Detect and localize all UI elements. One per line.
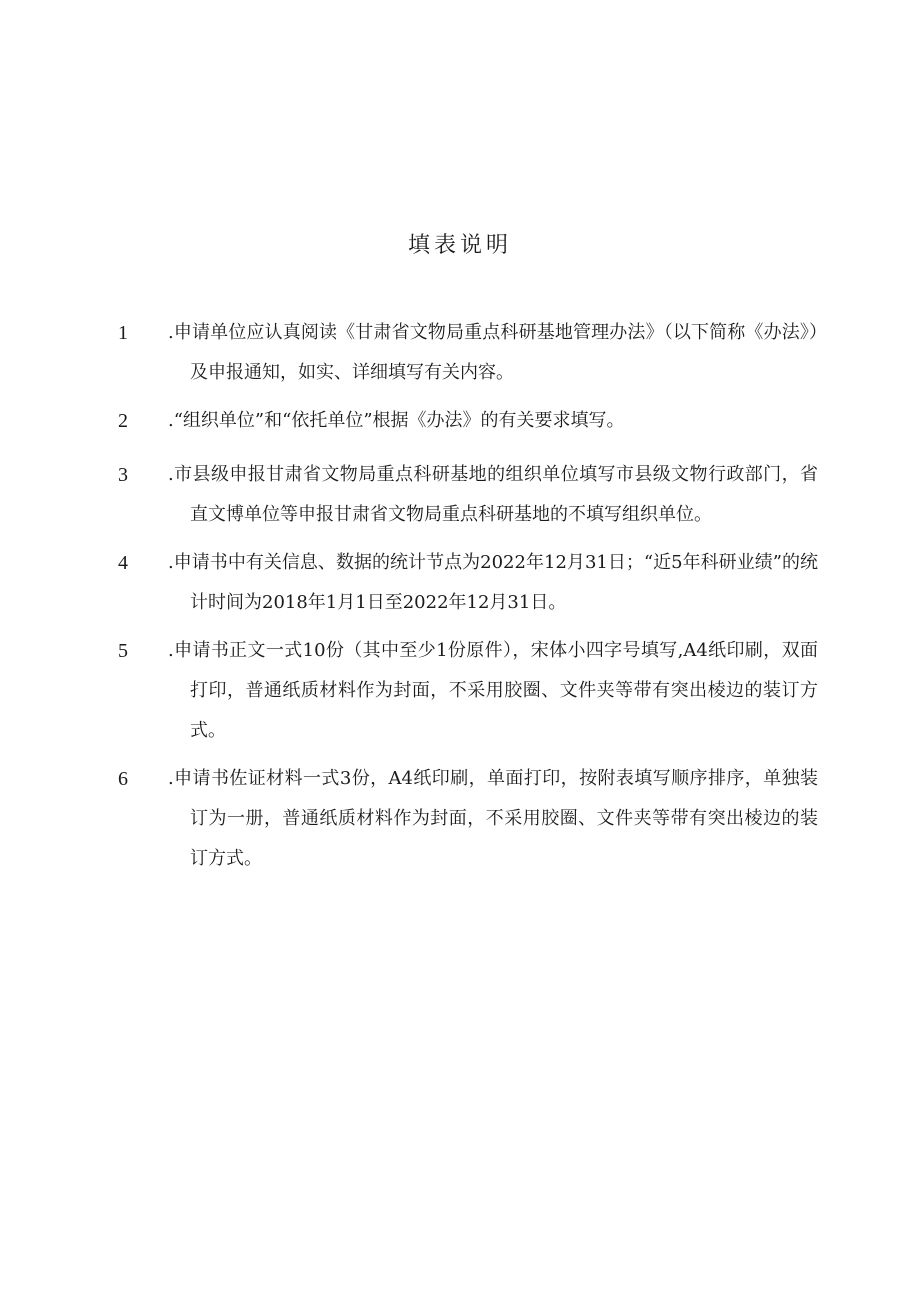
instruction-item-2: [118, 401, 818, 441]
instruction-item-3: [118, 455, 818, 535]
item-text: .申请单位应认真阅读《甘肃省文物局重点科研基地管理办法》（以下简称《办法》）及申报通知，如实、详细填写有关内容。: [168, 322, 818, 383]
document-title: 填表说明: [407, 233, 512, 258]
instruction-item-5: [118, 631, 818, 751]
item-number: 4: [118, 552, 128, 574]
item-text: .申请书中有关信息、数据的统计节点为2022年12月31日；“近5年科研业绩”的统计时间为2018年1月1日至2022年12月31日。: [168, 552, 818, 613]
instruction-item-6: [118, 759, 818, 879]
item-number: 5: [118, 640, 128, 662]
item-number: 3: [118, 464, 128, 486]
item-number: 1: [118, 322, 128, 344]
instruction-item-1: [118, 313, 818, 393]
item-text: .“组织单位”和“依托单位”根据《办法》的有关要求填写。: [168, 410, 625, 431]
item-text: .申请书正文一式10份（其中至少1份原件），宋体小四字号填写,A4纸印刷，双面打印，普通纸质材料作为封面，不采用胶圈、文件夹等带有突出棱边的装订方式。: [168, 640, 818, 741]
item-number: 6: [118, 768, 128, 790]
item-text: .申请书佐证材料一式3份，A4纸印刷，单面打印，按附表填写顺序排序，单独装订为一册，普通纸质材料作为封面，不采用胶圈、文件夹等带有突出棱边的装订方式。: [168, 768, 818, 869]
item-text: .市县级申报甘肃省文物局重点科研基地的组织单位填写市县级文物行政部门，省直文博单位等申报甘肃省文物局重点科研基地的不填写组织单位。: [168, 464, 818, 525]
item-number: 2: [118, 410, 128, 432]
instruction-item-4: [118, 543, 818, 623]
instruction-list: [118, 313, 818, 887]
